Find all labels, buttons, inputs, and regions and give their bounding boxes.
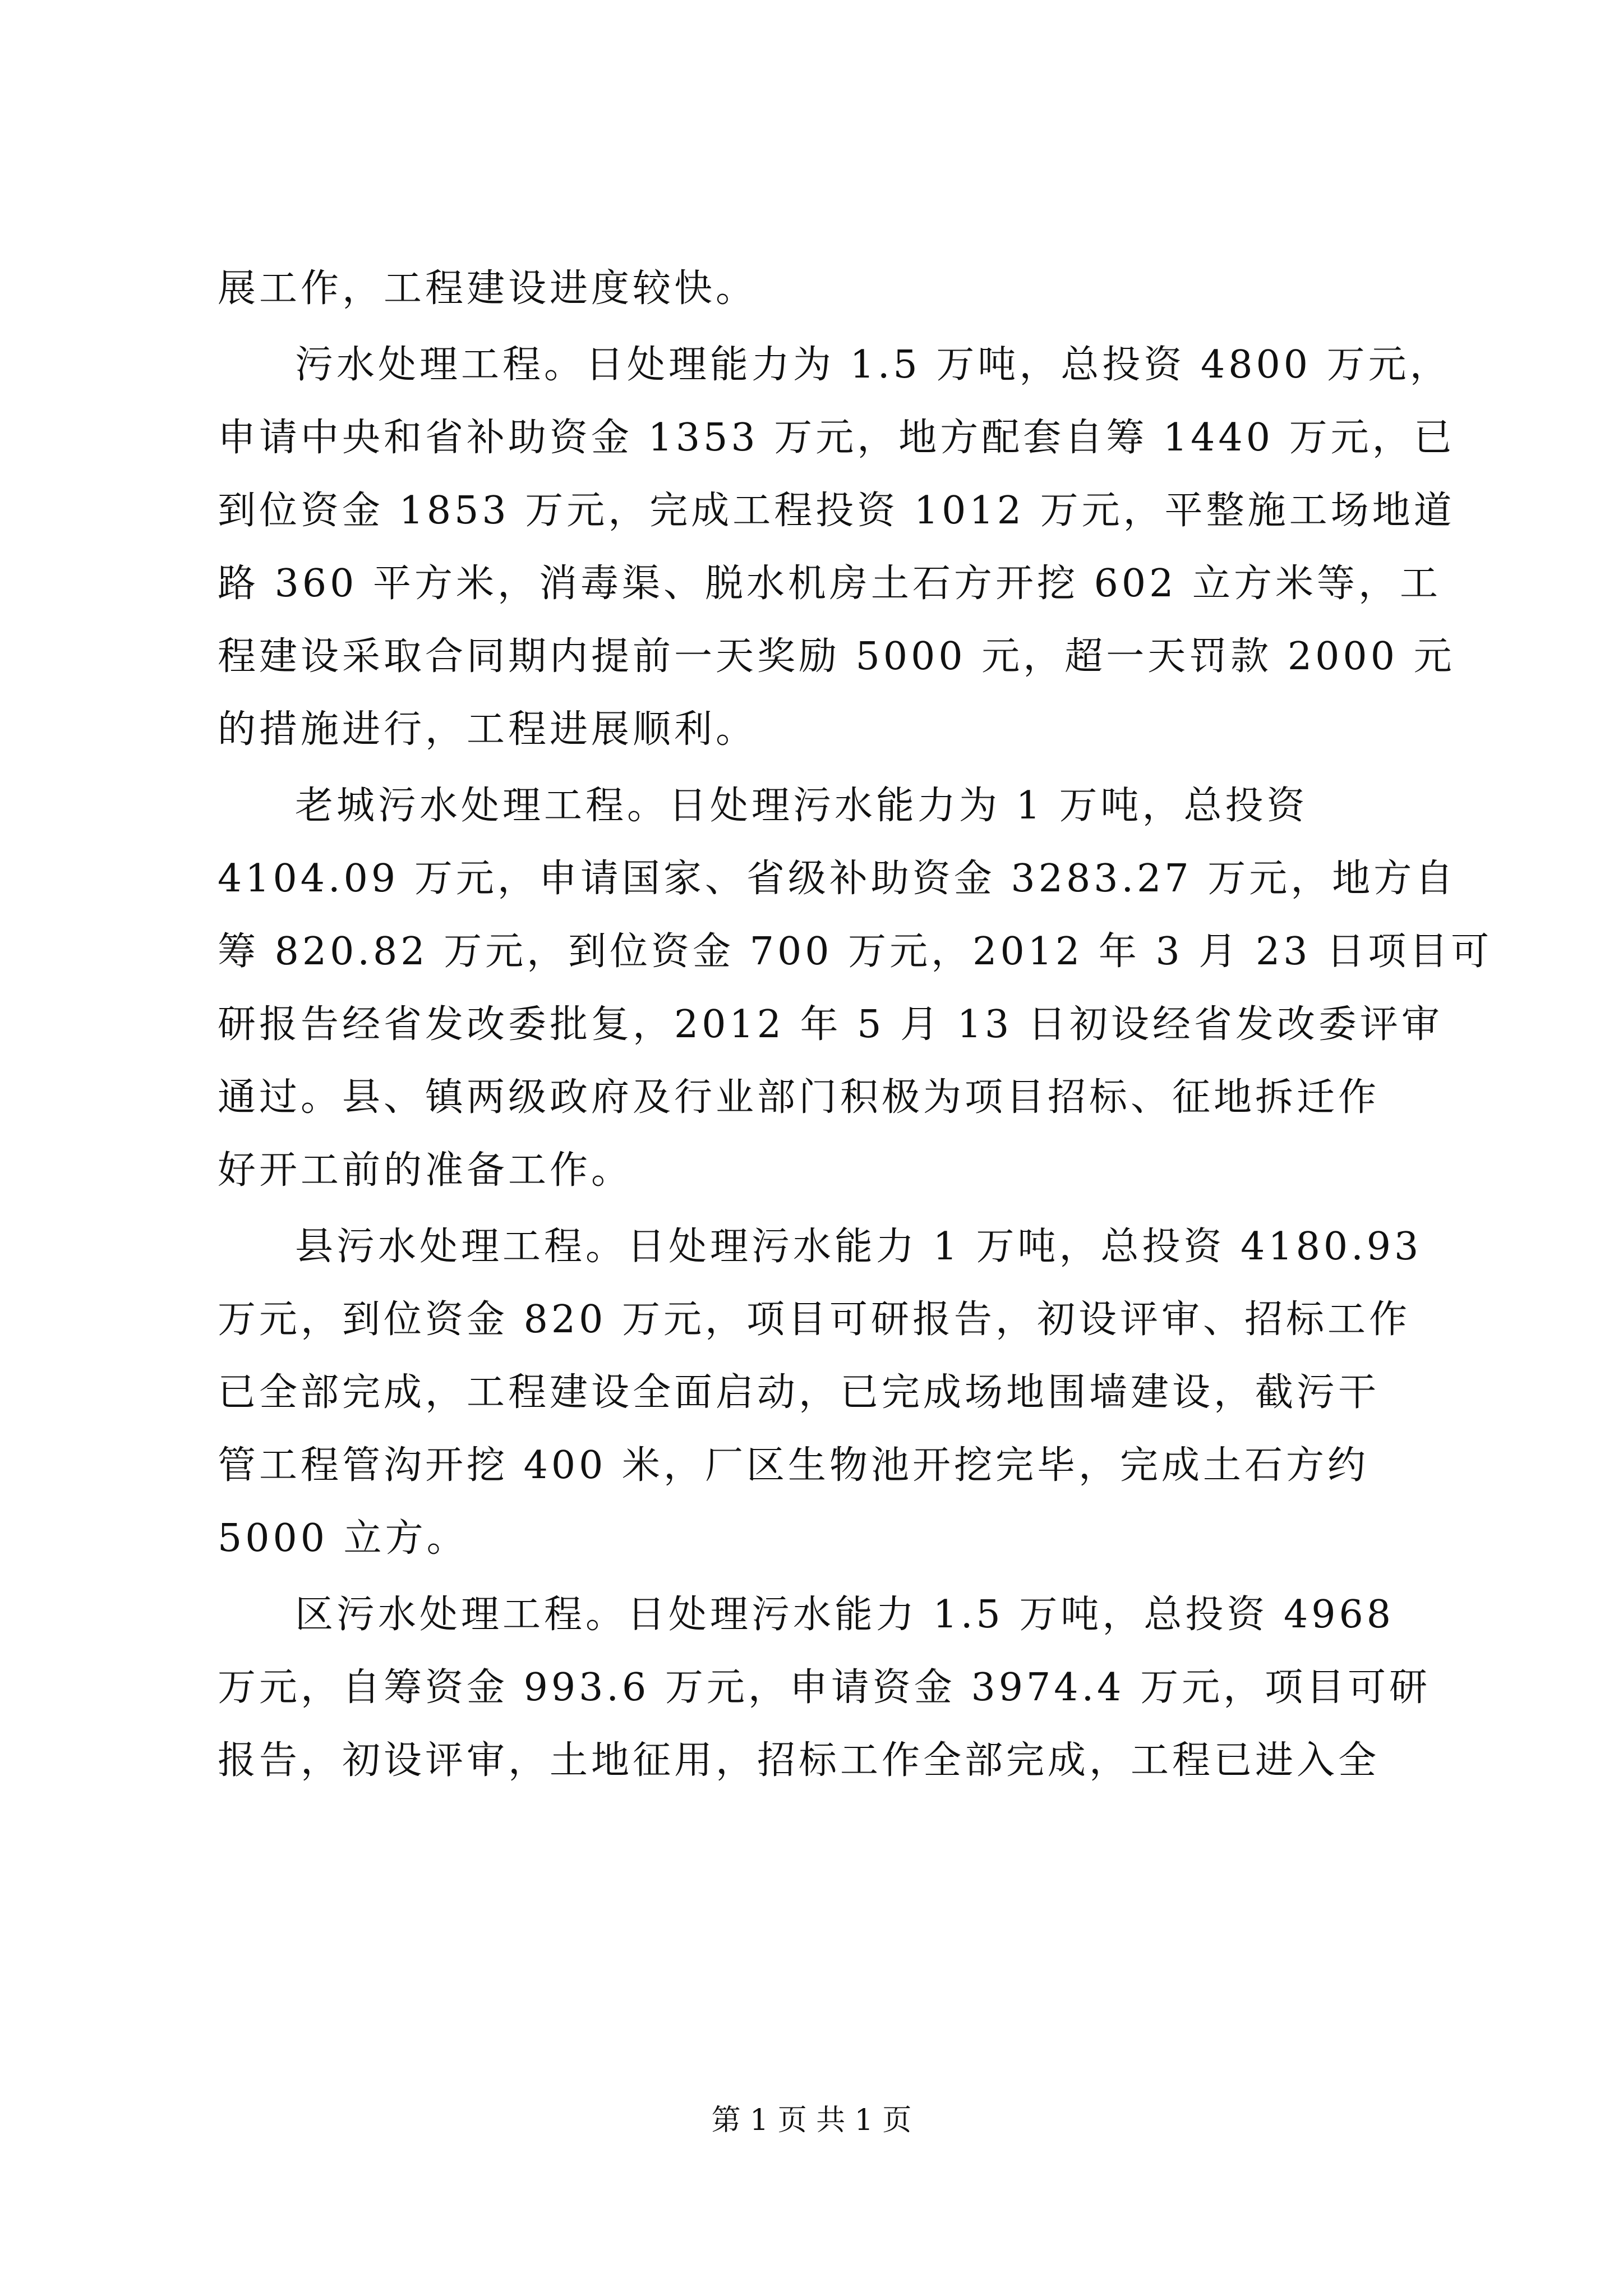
paragraph-line: 5000 立方。 xyxy=(218,1516,468,1561)
paragraph-line: 研报告经省发改委批复，2012 年 5 月 13 日初设经省发改委评审 xyxy=(218,1002,1443,1047)
paragraph-line: 区污水处理工程。日处理污水能力 1.5 万吨，总投资 4968 xyxy=(295,1593,1395,1637)
paragraph-line: 申请中央和省补助资金 1353 万元，地方配套自筹 1440 万元，已 xyxy=(218,416,1455,460)
paragraph-line: 管工程管沟开挖 400 米，厂区生物池开挖完毕，完成土石方约 xyxy=(218,1443,1370,1488)
paragraph-line: 县污水处理工程。日处理污水能力 1 万吨，总投资 4180.93 xyxy=(295,1225,1422,1269)
paragraph-line: 展工作，工程建设进度较快。 xyxy=(218,266,758,311)
paragraph-line: 万元，到位资金 820 万元，项目可研报告，初设评审、招标工作 xyxy=(218,1297,1411,1342)
page-number-footer: 第 1 页 共 1 页 xyxy=(711,2104,912,2137)
paragraph-line: 4104.09 万元，申请国家、省级补助资金 3283.27 万元，地方自 xyxy=(218,857,1457,901)
paragraph-line: 万元，自筹资金 993.6 万元，申请资金 3974.4 万元，项目可研 xyxy=(218,1665,1431,1710)
paragraph-line: 到位资金 1853 万元，完成工程投资 1012 万元，平整施工场地道 xyxy=(218,489,1455,533)
paragraph-line: 老城污水处理工程。日处理污水能力为 1 万吨，总投资 xyxy=(295,784,1308,828)
paragraph-line: 程建设采取合同期内提前一天奖励 5000 元，超一天罚款 2000 元 xyxy=(218,634,1455,679)
paragraph-line: 污水处理工程。日处理能力为 1.5 万吨，总投资 4800 万元， xyxy=(295,343,1451,387)
paragraph-line: 的措施进行，工程进展顺利。 xyxy=(218,707,758,752)
paragraph-line: 路 360 平方米，消毒渠、脱水机房土石方开挖 602 立方米等，工 xyxy=(218,562,1442,606)
paragraph-line: 已全部完成，工程建设全面启动，已完成场地围墙建设，截污干 xyxy=(218,1370,1380,1415)
paragraph-line: 通过。县、镇两级政府及行业部门积极为项目招标、征地拆迁作 xyxy=(218,1075,1380,1120)
paragraph-line: 好开工前的准备工作。 xyxy=(218,1148,633,1193)
paragraph-line: 报告，初设评审，土地征用，招标工作全部完成，工程已进入全 xyxy=(218,1738,1380,1783)
paragraph-line: 筹 820.82 万元，到位资金 700 万元，2012 年 3 月 23 日项目可 xyxy=(218,930,1493,974)
